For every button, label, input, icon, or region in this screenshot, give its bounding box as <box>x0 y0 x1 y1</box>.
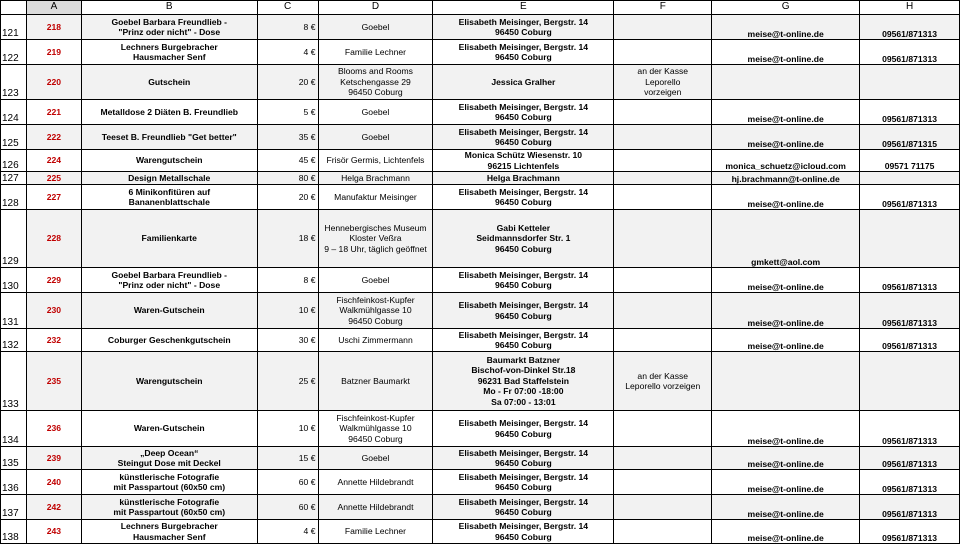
cell-text-line: Elisabeth Meisinger, Bergstr. 14 <box>458 471 589 482</box>
cell-text-line: 96450 Coburg <box>494 197 552 207</box>
item-number-cell[interactable]: 243 <box>26 520 81 544</box>
contact-address-cell[interactable] <box>433 495 614 520</box>
email-cell[interactable]: gmkett@aol.com <box>712 210 860 268</box>
cell-text-line: Fischfeinkost-Kupfer <box>336 294 415 305</box>
cell-text-line: Annette Hildebrandt <box>337 476 414 487</box>
item-description-cell[interactable] <box>81 65 257 100</box>
cell-text-line: an der Kasse <box>637 370 689 381</box>
email-cell[interactable]: meise@t-online.de <box>712 520 860 544</box>
donor-cell[interactable] <box>318 125 433 150</box>
cell-text-line: Walkmühlgasse 10 <box>339 305 412 316</box>
cell-text-line: 96450 Coburg <box>494 280 552 290</box>
column-header-f[interactable]: F <box>614 1 712 15</box>
item-number-cell[interactable]: 219 <box>26 40 81 65</box>
value-cell[interactable]: 45 € <box>257 150 318 172</box>
item-description-cell[interactable] <box>81 520 257 544</box>
email-cell[interactable]: meise@t-online.de <box>712 268 860 293</box>
donor-cell[interactable] <box>318 185 433 210</box>
cell-text-line: an der Kasse <box>637 66 689 77</box>
contact-address-cell[interactable] <box>433 268 614 293</box>
email-cell[interactable]: monica_schuetz@icloud.com <box>712 150 860 172</box>
value-cell[interactable]: 4 € <box>257 40 318 65</box>
cell-text-line: künstlerische Fotografie <box>119 471 220 482</box>
cell-text-line: 6 Minikonfitüren auf <box>128 186 211 197</box>
value-cell[interactable]: 5 € <box>257 100 318 125</box>
value-cell[interactable]: 10 € <box>257 411 318 447</box>
donor-cell[interactable] <box>318 470 433 495</box>
phone-cell[interactable]: 09561/871313 <box>860 268 960 293</box>
column-header-b[interactable]: B <box>81 1 257 15</box>
contact-address-cell[interactable] <box>433 65 614 100</box>
donor-cell[interactable] <box>318 447 433 470</box>
item-number-cell[interactable]: 236 <box>26 411 81 447</box>
note-cell[interactable] <box>614 447 712 470</box>
email-cell[interactable]: meise@t-online.de <box>712 15 860 40</box>
cell-text-line: Elisabeth Meisinger, Bergstr. 14 <box>458 521 589 531</box>
note-cell[interactable] <box>614 15 712 40</box>
note-cell[interactable] <box>614 329 712 352</box>
donor-cell[interactable] <box>318 329 433 352</box>
contact-address-cell[interactable] <box>433 447 614 470</box>
cell-text-line: Goebel <box>361 452 390 463</box>
note-cell[interactable] <box>614 352 712 411</box>
row-header[interactable]: 131 <box>1 293 27 329</box>
cell-text-line: Gabi Ketteler <box>496 222 551 233</box>
cell-text-line: Familienkarte <box>141 233 197 244</box>
donor-cell[interactable] <box>318 495 433 520</box>
row-header[interactable]: 132 <box>1 329 27 352</box>
table-row <box>1 100 960 125</box>
cell-text-line: Elisabeth Meisinger, Bergstr. 14 <box>458 16 589 27</box>
cell-text-line: Coburger Geschenkgutschein <box>107 334 231 345</box>
cell-text-line: 96231 Bad Staffelstein <box>477 375 569 386</box>
item-number-cell[interactable]: 239 <box>26 447 81 470</box>
note-cell[interactable] <box>614 100 712 125</box>
phone-cell[interactable] <box>860 172 960 185</box>
cell-text-line: Goebel <box>361 274 390 285</box>
cell-text-line: Batzner Baumarkt <box>341 375 410 386</box>
cell-text-line: 96215 Lichtenfels <box>487 160 560 171</box>
phone-cell[interactable]: 09561/871313 <box>860 15 960 40</box>
note-cell[interactable] <box>614 520 712 544</box>
cell-text-line: 96450 Coburg <box>494 137 552 147</box>
item-number-cell[interactable]: 240 <box>26 470 81 495</box>
contact-address-cell[interactable] <box>433 185 614 210</box>
cell-text-line: Goebel <box>361 131 390 142</box>
cell-text-line: Annette Hildebrandt <box>337 501 414 512</box>
cell-text-line: Lechners Burgebracher <box>120 521 218 531</box>
item-description-cell[interactable] <box>81 172 257 185</box>
cell-text-line: Elisabeth Meisinger, Bergstr. 14 <box>458 101 589 112</box>
cell-text-line: "Prinz oder nicht" - Dose <box>118 27 221 37</box>
item-number-cell[interactable]: 218 <box>26 15 81 40</box>
item-number-cell[interactable]: 232 <box>26 329 81 352</box>
value-cell[interactable]: 4 € <box>257 520 318 544</box>
contact-address-cell[interactable] <box>433 15 614 40</box>
cell-text-line: Sa 07:00 - 13:01 <box>491 396 556 407</box>
cell-text-line: Leporello vorzeigen <box>625 381 701 391</box>
donor-cell[interactable] <box>318 150 433 172</box>
item-description-cell[interactable] <box>81 150 257 172</box>
note-cell[interactable] <box>614 411 712 447</box>
cell-text-line: vorzeigen <box>644 87 682 98</box>
item-description-cell[interactable] <box>81 329 257 352</box>
cell-text-line: Waren-Gutschein <box>133 423 205 434</box>
cell-text-line: Baumarkt Batzner <box>486 354 561 365</box>
phone-cell[interactable] <box>860 65 960 100</box>
email-cell[interactable]: meise@t-online.de <box>712 100 860 125</box>
column-header-g[interactable]: G <box>712 1 860 15</box>
row-header[interactable]: 137 <box>1 495 27 520</box>
item-number-cell[interactable]: 220 <box>26 65 81 100</box>
item-number-cell[interactable]: 225 <box>26 172 81 185</box>
item-description-cell[interactable] <box>81 447 257 470</box>
donor-cell[interactable] <box>318 293 433 329</box>
cell-text-line: Steingut Dose mit Deckel <box>117 458 221 468</box>
email-cell[interactable]: meise@t-online.de <box>712 411 860 447</box>
item-number-cell[interactable]: 227 <box>26 185 81 210</box>
row-header[interactable]: 134 <box>1 411 27 447</box>
cell-text-line: Familie Lechner <box>344 526 407 537</box>
cell-text-line: Elisabeth Meisinger, Bergstr. 14 <box>458 126 589 137</box>
row-header[interactable]: 122 <box>1 40 27 65</box>
cell-text-line: Goebel <box>361 106 390 117</box>
donor-cell[interactable] <box>318 40 433 65</box>
item-description-cell[interactable] <box>81 411 257 447</box>
item-description-cell[interactable] <box>81 268 257 293</box>
table-row <box>1 470 960 495</box>
column-header-e[interactable]: E <box>433 1 614 15</box>
cell-text-line: Warengutschein <box>135 155 203 166</box>
email-cell[interactable]: meise@t-online.de <box>712 447 860 470</box>
item-description-cell[interactable] <box>81 352 257 411</box>
cell-text-line: Hausmacher Senf <box>132 52 206 62</box>
table-row <box>1 293 960 329</box>
cell-text-line: Elisabeth Meisinger, Bergstr. 14 <box>458 300 589 310</box>
cell-text-line: Walkmühlgasse 10 <box>339 423 412 434</box>
email-cell[interactable]: meise@t-online.de <box>712 470 860 495</box>
value-cell[interactable]: 8 € <box>257 15 318 40</box>
cell-text-line: „Deep Ocean“ <box>140 447 199 458</box>
table-row <box>1 411 960 447</box>
note-cell[interactable] <box>614 40 712 65</box>
table-row <box>1 268 960 293</box>
donor-cell[interactable] <box>318 268 433 293</box>
item-number-cell[interactable]: 222 <box>26 125 81 150</box>
item-number-cell[interactable]: 230 <box>26 293 81 329</box>
cell-text-line: Seidmannsdorfer Str. 1 <box>476 233 571 244</box>
table-row <box>1 65 960 100</box>
contact-address-cell[interactable] <box>433 172 614 185</box>
phone-cell[interactable]: 09561/871313 <box>860 495 960 520</box>
cell-text-line: Elisabeth Meisinger, Bergstr. 14 <box>458 496 589 507</box>
email-cell[interactable]: hj.brachmann@t-online.de <box>712 172 860 185</box>
cell-text-line: mit Passpartout (60x50 cm) <box>113 482 226 492</box>
cell-text-line: 96450 Coburg <box>494 310 552 321</box>
cell-text-line: 96450 Coburg <box>494 458 552 468</box>
phone-cell[interactable]: 09561/871313 <box>860 520 960 544</box>
phone-cell[interactable]: 09561/871313 <box>860 411 960 447</box>
table-row <box>1 495 960 520</box>
item-number-cell[interactable]: 229 <box>26 268 81 293</box>
cell-text-line: Uschi Zimmermann <box>338 334 413 345</box>
value-cell[interactable]: 30 € <box>257 329 318 352</box>
cell-text-line: 96450 Coburg <box>494 428 552 439</box>
item-description-cell[interactable] <box>81 15 257 40</box>
phone-cell[interactable]: 09561/871313 <box>860 329 960 352</box>
phone-cell[interactable]: 09571 71175 <box>860 150 960 172</box>
row-header[interactable]: 135 <box>1 447 27 470</box>
column-header-a[interactable]: A <box>26 1 81 15</box>
contact-address-cell[interactable] <box>433 411 614 447</box>
table-row <box>1 329 960 352</box>
cell-text-line: 96450 Coburg <box>348 433 403 444</box>
contact-address-cell[interactable] <box>433 150 614 172</box>
email-cell[interactable] <box>712 65 860 100</box>
email-cell[interactable]: meise@t-online.de <box>712 293 860 329</box>
value-cell[interactable]: 20 € <box>257 65 318 100</box>
phone-cell[interactable]: 09561/871313 <box>860 293 960 329</box>
donor-cell[interactable] <box>318 65 433 100</box>
donor-cell[interactable] <box>318 100 433 125</box>
phone-cell[interactable]: 09561/871313 <box>860 100 960 125</box>
row-header[interactable]: 133 <box>1 352 27 411</box>
row-header[interactable]: 129 <box>1 210 27 268</box>
donor-cell[interactable] <box>318 172 433 185</box>
email-cell[interactable]: meise@t-online.de <box>712 185 860 210</box>
row-header[interactable]: 127 <box>1 172 27 185</box>
contact-address-cell[interactable] <box>433 210 614 268</box>
column-header-h[interactable]: H <box>860 1 960 15</box>
table-row <box>1 185 960 210</box>
cell-text-line: Lechners Burgebracher <box>120 41 218 52</box>
phone-cell[interactable] <box>860 210 960 268</box>
cell-text-line: Jessica Gralher <box>491 76 556 87</box>
row-header[interactable]: 121 <box>1 15 27 40</box>
cell-text-line: 96450 Coburg <box>494 52 552 62</box>
value-cell[interactable]: 15 € <box>257 447 318 470</box>
cell-text-line: Hausmacher Senf <box>132 531 206 542</box>
cell-text-line: Elisabeth Meisinger, Bergstr. 14 <box>458 418 589 428</box>
item-description-cell[interactable] <box>81 125 257 150</box>
table-row <box>1 172 960 185</box>
row-header[interactable]: 130 <box>1 268 27 293</box>
value-cell[interactable]: 20 € <box>257 185 318 210</box>
cell-text-line: Blooms and Rooms <box>337 66 413 77</box>
email-cell[interactable]: meise@t-online.de <box>712 40 860 65</box>
phone-cell[interactable]: 09561/871315 <box>860 125 960 150</box>
item-description-cell[interactable] <box>81 100 257 125</box>
cell-text-line: Mo - Fr 07:00 -18:00 <box>483 386 564 397</box>
column-header-c[interactable]: C <box>257 1 318 15</box>
row-header[interactable]: 138 <box>1 520 27 544</box>
cell-text-line: Elisabeth Meisinger, Bergstr. 14 <box>458 447 589 458</box>
column-header-d[interactable]: D <box>318 1 433 15</box>
table-row <box>1 520 960 544</box>
phone-cell[interactable]: 09561/871313 <box>860 40 960 65</box>
cell-text-line: Design Metallschale <box>128 172 211 183</box>
cell-text-line: Familie Lechner <box>344 46 407 57</box>
email-cell[interactable] <box>712 352 860 411</box>
note-cell[interactable] <box>614 470 712 495</box>
item-number-cell[interactable]: 221 <box>26 100 81 125</box>
donor-cell[interactable] <box>318 520 433 544</box>
item-number-cell[interactable]: 235 <box>26 352 81 411</box>
cell-text-line: Bananenblattschale <box>128 197 210 207</box>
contact-address-cell[interactable] <box>433 40 614 65</box>
cell-text-line: Elisabeth Meisinger, Bergstr. 14 <box>458 41 589 52</box>
row-header[interactable]: 126 <box>1 150 27 172</box>
cell-text-line: Kloster Veßra <box>349 233 402 244</box>
value-cell[interactable]: 10 € <box>257 293 318 329</box>
cell-text-line: 96450 Coburg <box>494 531 552 542</box>
item-description-cell[interactable] <box>81 495 257 520</box>
cell-text-line: 96450 Coburg <box>348 87 403 98</box>
cell-text-line: Goebel Barbara Freundlieb - <box>111 16 228 27</box>
row-header[interactable]: 128 <box>1 185 27 210</box>
cell-text-line: 96450 Coburg <box>494 482 552 492</box>
cell-text-line: 96450 Coburg <box>494 27 552 37</box>
cell-text-line: Helga Brachmann <box>486 172 560 183</box>
cell-text-line: Frisör Germis, Lichtenfels <box>326 155 425 166</box>
value-cell[interactable]: 35 € <box>257 125 318 150</box>
phone-cell[interactable] <box>860 352 960 411</box>
contact-address-cell[interactable] <box>433 293 614 329</box>
table-row <box>1 40 960 65</box>
cell-text-line: künstlerische Fotografie <box>119 496 220 507</box>
table-row <box>1 150 960 172</box>
cell-text-line: 96450 Coburg <box>494 340 552 350</box>
select-all-corner[interactable] <box>1 1 27 15</box>
contact-address-cell[interactable] <box>433 470 614 495</box>
table-row <box>1 125 960 150</box>
note-cell[interactable] <box>614 268 712 293</box>
cell-text-line: Ketschengasse 29 <box>340 76 411 87</box>
cell-text-line: Leporello <box>645 76 681 87</box>
table-row <box>1 447 960 470</box>
email-cell[interactable]: meise@t-online.de <box>712 125 860 150</box>
phone-cell[interactable]: 09561/871313 <box>860 470 960 495</box>
note-cell[interactable] <box>614 172 712 185</box>
contact-address-cell[interactable] <box>433 125 614 150</box>
value-cell[interactable]: 60 € <box>257 495 318 520</box>
cell-text-line: Elisabeth Meisinger, Bergstr. 14 <box>458 186 589 197</box>
cell-text-line: Metalldose 2 Diäten B. Freundlieb <box>100 106 239 117</box>
cell-text-line: 96450 Coburg <box>348 315 403 326</box>
cell-text-line: Waren-Gutschein <box>133 305 205 316</box>
row-header[interactable]: 123 <box>1 65 27 100</box>
note-cell[interactable] <box>614 210 712 268</box>
contact-address-cell[interactable] <box>433 100 614 125</box>
donor-cell[interactable] <box>318 15 433 40</box>
item-number-cell[interactable]: 224 <box>26 150 81 172</box>
cell-text-line: Elisabeth Meisinger, Bergstr. 14 <box>458 269 589 280</box>
cell-text-line: 96450 Coburg <box>494 112 552 122</box>
cell-text-line: Fischfeinkost-Kupfer <box>336 412 415 423</box>
cell-text-line: Warengutschein <box>135 375 203 386</box>
note-cell[interactable] <box>614 293 712 329</box>
cell-text-line: Monica Schütz Wiesenstr. 10 <box>464 150 583 160</box>
value-cell[interactable]: 80 € <box>257 172 318 185</box>
value-cell[interactable]: 8 € <box>257 268 318 293</box>
item-description-cell[interactable] <box>81 470 257 495</box>
cell-text-line: 96450 Coburg <box>494 243 552 254</box>
item-description-cell[interactable] <box>81 185 257 210</box>
cell-text-line: 9 – 18 Uhr, täglich geöffnet <box>324 243 427 254</box>
table-row <box>1 210 960 268</box>
cell-text-line: Manufaktur Meisinger <box>334 191 417 202</box>
cell-text-line: mit Passpartout (60x50 cm) <box>113 507 226 517</box>
cell-text-line: Goebel <box>361 21 390 32</box>
row-header[interactable]: 125 <box>1 125 27 150</box>
item-number-cell[interactable]: 228 <box>26 210 81 268</box>
column-header-row <box>1 1 960 15</box>
note-cell[interactable] <box>614 185 712 210</box>
value-cell[interactable]: 60 € <box>257 470 318 495</box>
note-cell[interactable] <box>614 125 712 150</box>
item-number-cell[interactable]: 242 <box>26 495 81 520</box>
cell-text-line: Helga Brachmann <box>341 172 410 183</box>
cell-text-line: Teeset B. Freundlieb "Get better" <box>101 131 237 142</box>
phone-cell[interactable]: 09561/871313 <box>860 447 960 470</box>
row-header[interactable]: 136 <box>1 470 27 495</box>
email-cell[interactable]: meise@t-online.de <box>712 329 860 352</box>
cell-text-line: Elisabeth Meisinger, Bergstr. 14 <box>458 329 589 340</box>
note-cell[interactable] <box>614 65 712 100</box>
table-row <box>1 15 960 40</box>
donor-cell[interactable] <box>318 210 433 268</box>
note-cell[interactable] <box>614 495 712 520</box>
contact-address-cell[interactable] <box>433 520 614 544</box>
cell-text-line: Gutschein <box>148 76 191 87</box>
cell-text-line: "Prinz oder nicht" - Dose <box>118 280 221 290</box>
email-cell[interactable]: meise@t-online.de <box>712 495 860 520</box>
donor-cell[interactable] <box>318 411 433 447</box>
item-description-cell[interactable] <box>81 40 257 65</box>
item-description-cell[interactable] <box>81 210 257 268</box>
table-row <box>1 352 960 411</box>
item-description-cell[interactable] <box>81 293 257 329</box>
cell-text-line: Goebel Barbara Freundlieb - <box>111 269 228 280</box>
phone-cell[interactable]: 09561/871313 <box>860 185 960 210</box>
cell-text-line: 96450 Coburg <box>494 507 552 517</box>
cell-text-line: Bischof-von-Dinkel Str.18 <box>471 365 576 376</box>
donor-cell[interactable] <box>318 352 433 411</box>
contact-address-cell[interactable] <box>433 352 614 411</box>
row-header[interactable]: 124 <box>1 100 27 125</box>
cell-text-line: Hennebergisches Museum <box>324 222 427 233</box>
contact-address-cell[interactable] <box>433 329 614 352</box>
value-cell[interactable]: 18 € <box>257 210 318 268</box>
note-cell[interactable] <box>614 150 712 172</box>
value-cell[interactable]: 25 € <box>257 352 318 411</box>
